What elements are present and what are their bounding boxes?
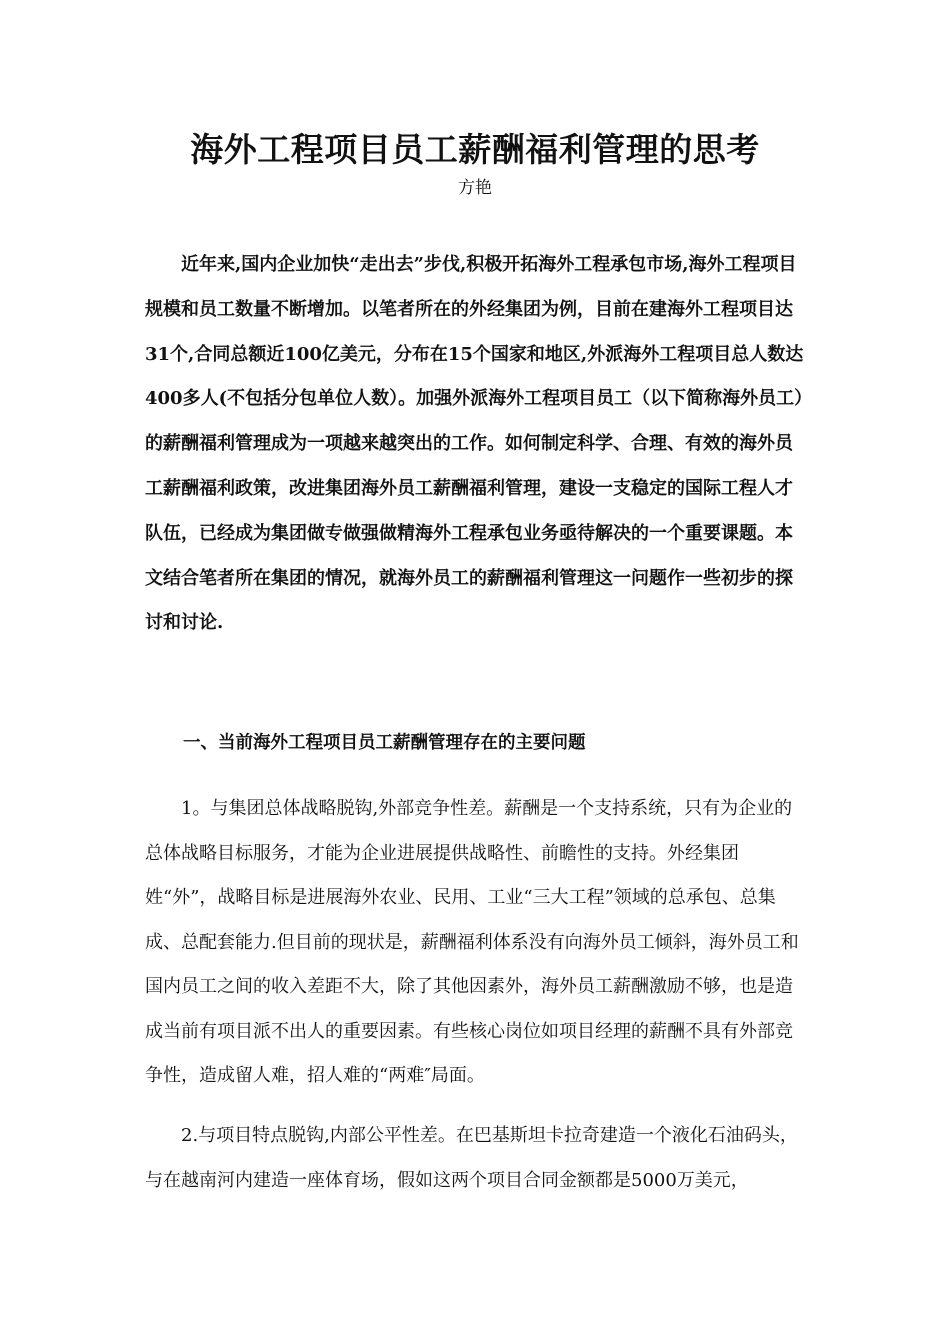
intro-paragraph: 近年来,国内企业加快“走出去”步伐,积极开拓海外工程承包市场,海外工程项目规模和员工数量不断增加。以笔者所在的外经集团为例，目前在建海外工程项目达 31个,合同总额近100亿美元，分布在15个国家和地区,外派海外工程项目总人数达400多人(不包括分包单位人数）。加强外派海外工程项目员工（以下简称海外员工）的薪酬福利管理成为一项越来越突出的工作。如何制定科学、合理、有效的海外员工薪酬福利政策，改进集团海外员工薪酬福利管理，建设一支稳定的国际工程人才队伍，已经成为集团做专做强做精海外工程承包业务亟待解决的一个重要课题。本文结合笔者所在集团的情况，就海外员工的薪酬福利管理这一问题作一些初步的探讨和讨论. (145, 254, 804, 634)
body-paragraph-1: 1。与集团总体战略脱钩,外部竞争性差。薪酬是一个支持系统，只有为企业的总体战略目标服务，才能为企业进展提供战略性、前瞻性的支持。外经集团姓“外”，战略目标是进展海外农业、民用、工业“三大工程”领域的总承包、总集成、总配套能力.但目前的现状是，薪酬福利体系没有向海外员工倾斜，海外员工和国内员工之间的收入差距不大，除了其他因素外，海外员工薪酬激励不够，也是造成当前有项目派不出人的重要因素。有些核心岗位如项目经理的薪酬不具有外部竞争性，造成留人难，招人难的“两难″局面。 (145, 798, 799, 1086)
section-heading: 一、当前海外工程项目员工薪酬管理存在的主要问题 (183, 733, 586, 753)
body-paragraph-2: 2.与项目特点脱钩,内部公平性差。在巴基斯坦卡拉奇建造一个液化石油码头，与在越南河内建造一座体育场，假如这两个项目合同金额都是5000万美元， (145, 1125, 798, 1191)
document-title: 海外工程项目员工薪酬福利管理的思考 (190, 130, 760, 169)
author-name: 方艳 (458, 178, 492, 198)
